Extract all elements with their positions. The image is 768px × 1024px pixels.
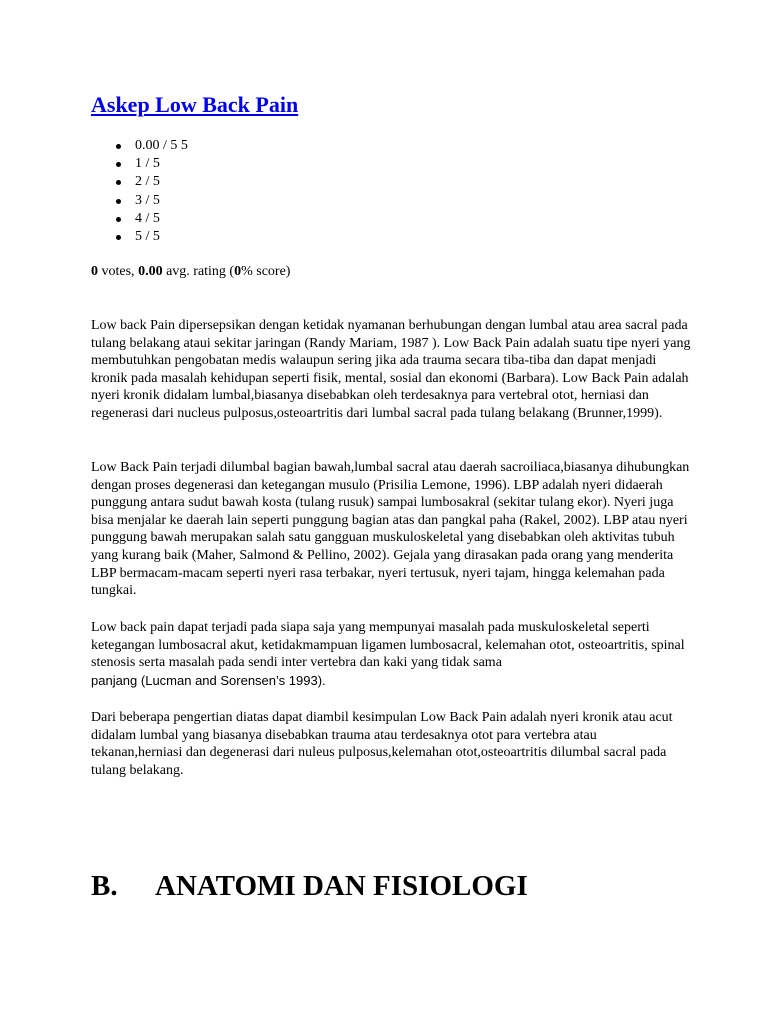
rating-option-4[interactable]: 4 / 5 — [91, 210, 188, 228]
paragraph-4: Dari beberapa pengertian diatas dapat diambil kesimpulan Low Back Pain adalah nyeri kronik atau acut didalam lumbal yang biasanya disebabkan trauma atau terdesaknya otot para vertebra atau tekanan,herniasi dan degenerasi dari nuleus pulposus,kelemahan otot,osteoartritis dilumbal sacral pada tulang belakang. — [91, 710, 673, 778]
votes-count: 0 — [91, 264, 98, 279]
paragraph-3-citation: panjang (Lucman and Sorensen’s 1993). — [91, 672, 326, 688]
avg-rating-value: 0.00 — [138, 264, 163, 279]
rating-option-0[interactable]: 0.00 / 5 5 — [91, 137, 188, 155]
paragraph-3-body: Low back pain dapat terjadi pada siapa saja yang mempunyai masalah pada muskuloskeletal seperti ketegangan lumbosacral akut, ketidakmampuan ligamen lumbosacral, kelemahan otot, osteoartritis, spinal stenosis serta masalah pada sendi inter vertebra dan kaki yang tidak sama — [91, 620, 685, 671]
paragraph-2: Low Back Pain terjadi dilumbal bagian bawah,lumbal sacral atau daerah sacroiliaca,biasanya dihubungkan dengan proses degenerasi dan ketegangan musulo (Prisilia Lemone, 1996). LBP adalah nyeri didaerah punggung antara sudut bawah kosta (tulang rusuk) sampai lumbosakral (sekitar tulang ekor). Nyeri juga bisa menjalar ke daerah lain seperti punggung bagian atas dan pangkal paha (Rakel, 2002). LBP atau nyeri punggung bawah merupakan salah satu gangguan muskuloskeletal yang disebabkan oleh aktivitas tubuh yang kurang baik (Maher, Salmond & Pellino, 2002). Gejala yang dirasakan pada orang yang menderita LBP bermacam-macam seperti nyeri rasa terbakar, nyeri tertusuk, nyeri tajam, hingga kelemahan pada tungkai. — [91, 460, 690, 599]
paragraph-3 — [91, 619, 691, 690]
section-heading — [91, 870, 528, 903]
score-value: 0 — [234, 264, 242, 279]
rating-options-list — [91, 137, 188, 246]
avg-rating-label: avg. rating ( — [162, 264, 235, 279]
paragraph-1: Low back Pain dipersepsikan dengan ketidak nyamanan berhubungan dengan lumbal atau area sacral pada tulang belakang ataui sekitar jaringan (Randy Mariam, 1987 ). Low Back Pain adalah suatu tipe nyeri yang membutuhkan pengobatan medis walaupun sering jika ada trauma secara tiba-tiba dan dapat menjadi kronik pada masalah kehidupan seperti fisik, mental, sosial dan ekonomi (Barbara). Low Back Pain adalah nyeri kronik didalam lumbal,biasanya disebabkan oleh terdesaknya para vertebral otot, herniasi dan regenerasi dari nucleus pulposus,osteoartritis dari lumbal sacral pada tulang belakang (Brunner,1999). — [91, 318, 691, 421]
score-label: % score) — [241, 264, 291, 279]
rating-option-2[interactable]: 2 / 5 — [91, 173, 188, 191]
rating-option-1[interactable]: 1 / 5 — [91, 155, 188, 173]
rating-option-5[interactable]: 5 / 5 — [91, 228, 188, 246]
section-number: B. — [91, 870, 118, 902]
article-title-link[interactable]: Askep Low Back Pain — [91, 92, 299, 117]
section-title: ANATOMI DAN FISIOLOGI — [155, 870, 528, 902]
rating-option-3[interactable]: 3 / 5 — [91, 192, 188, 210]
votes-label: votes, — [98, 264, 139, 279]
rating-summary — [91, 263, 290, 281]
